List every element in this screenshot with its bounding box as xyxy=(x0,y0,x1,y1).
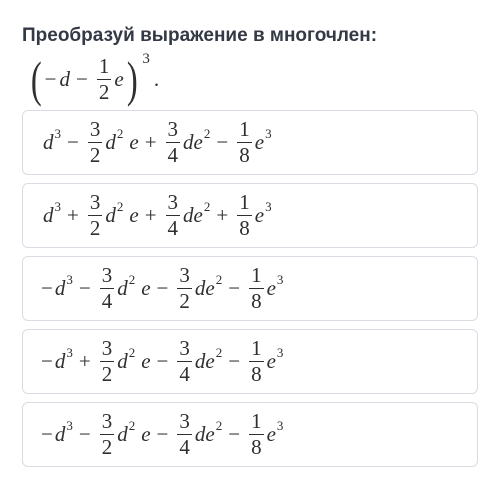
fraction-numerator: 3 xyxy=(179,409,190,433)
fraction-denominator: 8 xyxy=(251,289,262,313)
term-var: e xyxy=(141,422,151,446)
answer-option-3[interactable] xyxy=(22,256,478,321)
fraction-denominator: 8 xyxy=(251,435,262,459)
operator: − xyxy=(216,130,229,154)
term-var: de xyxy=(183,130,203,154)
operator: − xyxy=(228,276,241,300)
fraction xyxy=(249,265,264,312)
answer-option-1[interactable] xyxy=(22,110,478,175)
answer-option-4[interactable] xyxy=(22,329,478,394)
term-var: e xyxy=(141,349,151,373)
term-var: e xyxy=(266,349,276,373)
operator: − xyxy=(78,276,91,300)
operator: + xyxy=(144,203,157,227)
fraction-numerator: 1 xyxy=(239,190,250,214)
option-formula xyxy=(41,411,283,458)
operator: − xyxy=(156,276,169,300)
lead-sign: − xyxy=(41,422,53,446)
fraction-denominator: 2 xyxy=(101,362,113,386)
operator: + xyxy=(216,203,229,227)
fraction xyxy=(177,338,192,385)
fraction xyxy=(88,119,103,166)
term-var: e xyxy=(129,130,139,154)
operator: + xyxy=(144,130,157,154)
lead-sign: − xyxy=(41,349,53,373)
var-d: d xyxy=(59,66,70,91)
fraction xyxy=(177,411,192,458)
term-exponent: 2 xyxy=(215,272,223,288)
term-var: d xyxy=(117,276,128,300)
close-paren: ) xyxy=(126,51,138,107)
term-var: e xyxy=(266,276,276,300)
term-exponent: 2 xyxy=(203,126,211,142)
fraction-numerator: 1 xyxy=(251,409,262,433)
fraction-numerator: 3 xyxy=(101,409,113,433)
lead-sign: − xyxy=(41,276,53,300)
fraction-denominator: 4 xyxy=(101,289,113,313)
fraction-denominator: 8 xyxy=(251,362,262,386)
question-expression xyxy=(28,52,159,106)
term-exponent: 2 xyxy=(128,272,136,288)
operator: + xyxy=(78,349,91,373)
term-var: d xyxy=(54,276,66,300)
term-var: e xyxy=(129,203,139,227)
operator: − xyxy=(67,130,79,154)
minus-sign: − xyxy=(76,66,88,91)
fraction xyxy=(237,192,252,239)
fraction xyxy=(166,192,181,239)
option-formula xyxy=(41,192,272,239)
fraction-numerator: 3 xyxy=(89,117,101,141)
fraction-denominator: 2 xyxy=(98,79,110,104)
term-exponent: 3 xyxy=(54,199,62,215)
fraction xyxy=(177,265,192,312)
term-var: de xyxy=(194,349,215,373)
term-var: e xyxy=(254,130,265,154)
term-var: d xyxy=(105,130,116,154)
fraction xyxy=(249,338,264,385)
fraction-denominator: 2 xyxy=(179,289,190,313)
term-exponent: 2 xyxy=(128,345,136,361)
term-var: e xyxy=(254,203,265,227)
option-formula xyxy=(41,338,283,385)
answer-options xyxy=(22,110,478,475)
term-var: de xyxy=(194,276,215,300)
term-exponent: 3 xyxy=(276,418,284,434)
term-var: e xyxy=(141,276,151,300)
fraction-numerator: 3 xyxy=(167,190,179,214)
fraction-numerator: 1 xyxy=(251,263,262,287)
term-exponent: 2 xyxy=(116,126,124,142)
term-exponent: 2 xyxy=(203,199,211,215)
fraction xyxy=(100,338,115,385)
open-paren: ( xyxy=(30,51,42,107)
term-exponent: 2 xyxy=(128,418,136,434)
operator: − xyxy=(228,422,241,446)
minus-sign: − xyxy=(44,66,57,91)
fraction xyxy=(237,119,252,166)
term-exponent: 3 xyxy=(66,418,73,434)
fraction xyxy=(88,192,103,239)
term-exponent: 3 xyxy=(265,199,272,215)
answer-option-5[interactable] xyxy=(22,402,478,467)
fraction-denominator: 8 xyxy=(239,216,250,240)
operator: − xyxy=(78,422,91,446)
question-header xyxy=(22,24,478,48)
term-var: d xyxy=(43,203,54,227)
term-var: e xyxy=(266,422,276,446)
power-exponent: 3 xyxy=(142,50,150,67)
term-exponent: 2 xyxy=(215,345,223,361)
fraction xyxy=(249,411,264,458)
operator: − xyxy=(156,349,169,373)
fraction-numerator: 3 xyxy=(179,263,190,287)
term-exponent: 3 xyxy=(66,272,73,288)
fraction-numerator: 3 xyxy=(89,190,101,214)
term-exponent: 2 xyxy=(215,418,223,434)
fraction-denominator: 8 xyxy=(239,143,250,167)
question-prompt: Преобразуй выражение в многочлен: xyxy=(22,25,378,46)
option-formula xyxy=(41,119,272,166)
term-var: de xyxy=(194,422,215,446)
term-var: d xyxy=(117,349,128,373)
term-var: d xyxy=(117,422,128,446)
fraction-numerator: 3 xyxy=(167,117,179,141)
operator: − xyxy=(156,422,169,446)
fraction-numerator: 1 xyxy=(98,53,110,78)
term-exponent: 3 xyxy=(276,345,284,361)
fraction-denominator: 4 xyxy=(179,435,190,459)
term-exponent: 2 xyxy=(116,199,124,215)
operator: + xyxy=(67,203,79,227)
fraction-numerator: 3 xyxy=(101,336,113,360)
fraction-denominator: 4 xyxy=(179,362,190,386)
fraction-denominator: 4 xyxy=(167,216,179,240)
fraction-numerator: 1 xyxy=(239,117,250,141)
term-exponent: 3 xyxy=(265,126,272,142)
fraction xyxy=(100,265,115,312)
option-formula xyxy=(41,265,283,312)
answer-option-2[interactable] xyxy=(22,183,478,248)
fraction-denominator: 2 xyxy=(101,435,113,459)
term-var: d xyxy=(43,130,54,154)
fraction-numerator: 3 xyxy=(179,336,190,360)
fraction xyxy=(100,411,115,458)
fraction-denominator: 2 xyxy=(89,143,101,167)
term-exponent: 3 xyxy=(276,272,284,288)
var-e: e xyxy=(114,66,124,91)
fraction-numerator: 1 xyxy=(251,336,262,360)
term-var: d xyxy=(105,203,116,227)
fraction xyxy=(166,119,181,166)
operator: − xyxy=(228,349,241,373)
term-var: d xyxy=(54,349,66,373)
fraction-numerator: 3 xyxy=(101,263,113,287)
period: . xyxy=(153,66,160,91)
fraction xyxy=(97,53,112,104)
term-exponent: 3 xyxy=(66,345,73,361)
term-var: de xyxy=(183,203,203,227)
fraction-denominator: 4 xyxy=(167,143,179,167)
term-var: d xyxy=(54,422,66,446)
term-exponent: 3 xyxy=(54,126,62,142)
fraction-denominator: 2 xyxy=(89,216,101,240)
